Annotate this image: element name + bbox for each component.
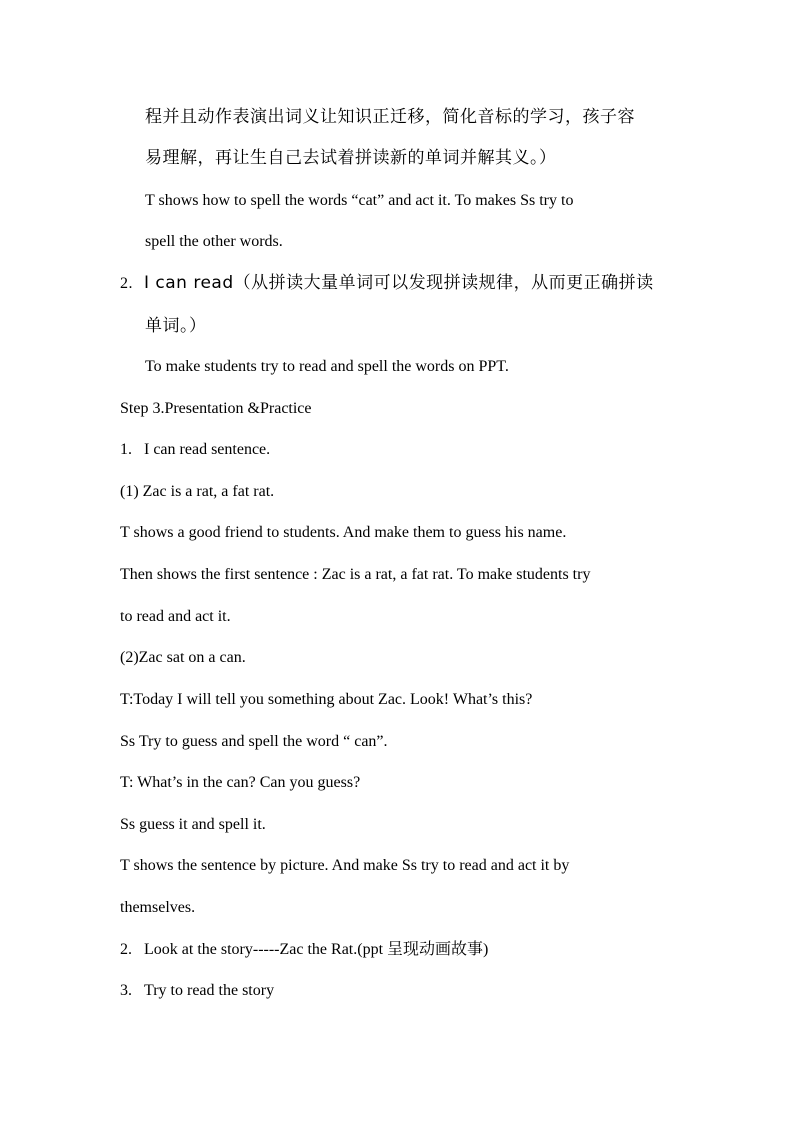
body-line-7: To make students try to read and spell the words on PPT. [145, 358, 509, 375]
body-line-10: (1) Zac is a rat, a fat rat. [120, 483, 275, 500]
body-line-20: themselves. [120, 899, 196, 916]
body-line-6: 单词。） [145, 316, 207, 336]
list-item-1 [120, 442, 270, 458]
body-line-18: Ss guess it and spell it. [120, 816, 266, 833]
body-line-4: spell the other words. [145, 233, 283, 250]
list-item-text: Look at the story-----Zac the Rat.(ppt 呈现动画故事) [144, 941, 489, 958]
list-number: 3. [120, 982, 132, 999]
list-number: 1. [120, 441, 132, 458]
body-line-17: T: What’s in the can? Can you guess? [120, 774, 361, 791]
list-item-text: I can read sentence. [144, 441, 271, 458]
body-line-15: T:Today I will tell you something about Zac. Look! What’s this? [120, 691, 533, 708]
body-line-13: to read and act it. [120, 608, 231, 625]
body-line-3: T shows how to spell the words “cat” and act it. To makes Ss try to [145, 192, 574, 209]
body-line-1: 程并且动作表演出词义让知识正迁移，简化音标的学习，孩子容 [145, 107, 635, 127]
list-number: 2. [120, 941, 132, 958]
section-heading: Step 3.Presentation &Practice [120, 400, 312, 417]
list-item-text: I can read（从拼读大量单词可以发现拼读规律，从而更正确拼读 [144, 273, 654, 293]
body-line-2: 易理解，再让生自己去试着拼读新的单词并解其义。） [145, 148, 557, 168]
body-line-16: Ss Try to guess and spell the word “ can”. [120, 733, 388, 750]
body-line-11: T shows a good friend to students. And make them to guess his name. [120, 524, 567, 541]
body-line-14: (2)Zac sat on a can. [120, 649, 246, 666]
list-item-text: Try to read the story [144, 982, 275, 999]
list-item-2 [120, 275, 654, 292]
body-line-19: T shows the sentence by picture. And make Ss try to read and act it by [120, 857, 570, 874]
list-number: 2. [120, 275, 133, 292]
list-item-3 [120, 983, 274, 999]
list-item-2-story [120, 942, 488, 958]
body-line-12: Then shows the first sentence : Zac is a rat, a fat rat. To make students try [120, 566, 591, 583]
